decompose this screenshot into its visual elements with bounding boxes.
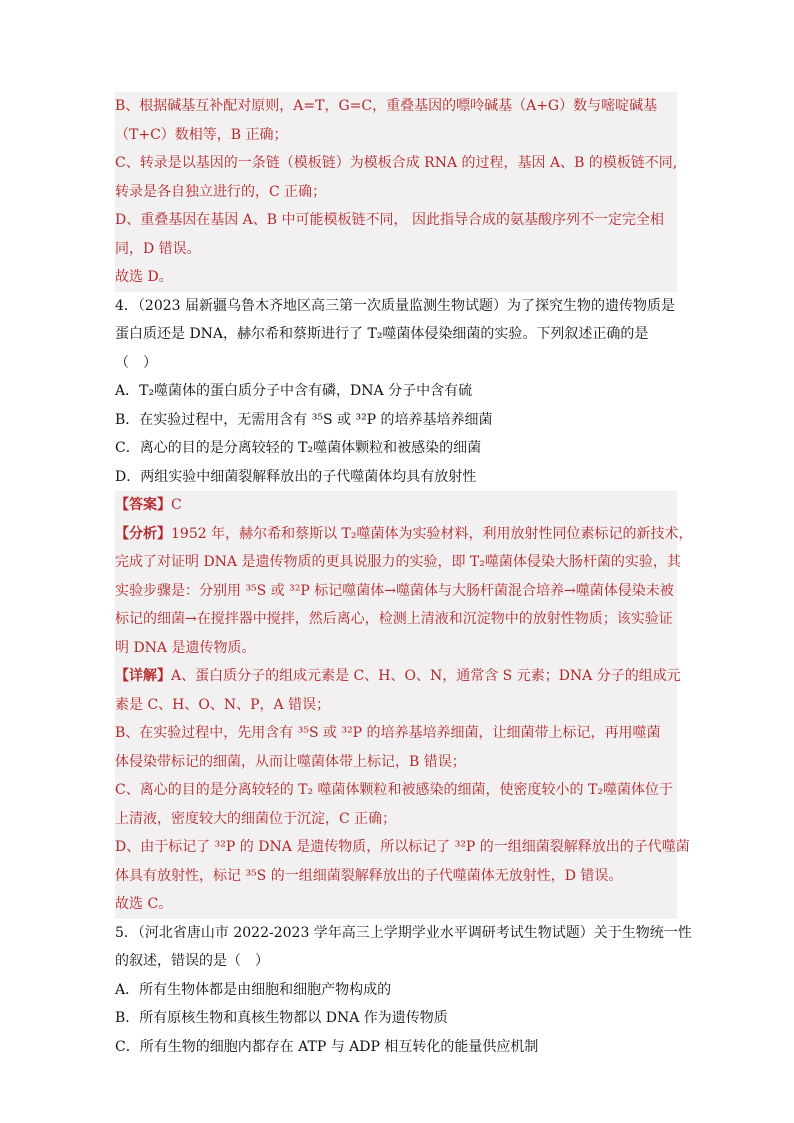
explanation-line: 转录是各自独立进行的，C 正确； [115,183,327,200]
analysis-tag: 【分析】 [115,525,171,542]
question-stem-line: 5．（河北省唐山市 2022-2023 学年高三上学期学业水平调研考试生物试题）关于生物统一性 [115,924,692,941]
detail-line: 上清液，密度较大的细菌位于沉淀，C 正确； [115,810,397,827]
option-a: A．所有生物体都是由细胞和细胞产物构成的 [115,981,392,998]
detail-line: 素是 C、H、O、N、P，A 错误； [115,696,331,713]
question-stem-line: 的叙述，错误的是（ ） [115,953,269,969]
detail-tag: 【详解】 [115,668,171,684]
answer-line [115,491,677,520]
detail-line: D、由于标记了 ³²P 的 DNA 是遗传物质，所以标记了 ³²P 的一组细菌裂解释放出的子代噬菌 [115,839,690,855]
question-5 [115,919,692,1062]
explanation-line: B、根据碱基互补配对原则，A=T，G=C，重叠基因的嘌呤碱基（A+G）数与嘧啶碱基 [115,98,658,114]
answer-value: C [171,497,182,513]
explanation-line: （T+C）数相等，B 正确； [115,126,288,143]
analysis-line: 实验步骤是：分别用 ³⁵S 或 ³²P 标记噬菌体→噬菌体与大肠杆菌混合培养→噬菌体侵染未被 [115,582,674,599]
question-stem-line: 4．（2023 届新疆乌鲁木齐地区高三第一次质量监测生物试题）为了探究生物的遗传物质是 [115,297,675,314]
analysis-line [115,520,693,549]
detail-text: A、蛋白质分子的组成元素是 C、H、O、N，通常含 S 元素；DNA 分子的组成元 [171,668,681,684]
question-4 [115,292,677,492]
answer-block-4 [115,491,693,919]
page-content [115,92,693,1061]
analysis-line: 标记的细菌→在搅拌器中搅拌，然后离心，检测上清液和沉淀物中的放射性物质；该实验证 [115,611,673,627]
answer-tag: 【答案】 [115,497,171,513]
option-c: C．离心的目的是分离较轻的 T₂噬菌体颗粒和被感染的细菌 [115,440,482,456]
detail-line: B、在实验过程中，先用含有 ³⁵S 或 ³²P 的培养基培养细菌，让细菌带上标记，再用噬菌 [115,725,661,741]
explanation-line: 同，D 错误。 [115,240,201,257]
detail-line [115,662,681,691]
detail-line: 体侵染带标记的细菌，从而让噬菌体带上标记，B 错误； [115,753,466,770]
option-d: D．两组实验中细菌裂解释放出的子代噬菌体均具有放射性 [115,468,477,485]
analysis-text: 1952 年，赫尔希和蔡斯以 T₂噬菌体为实验材料，利用放射性同位素标记的新技术， [171,525,693,542]
analysis-line: 明 DNA 是遗传物质。 [115,639,256,656]
explanation-line: D、重叠基因在基因 A、B 中可能模板链不同， 因此指导合成的氨基酸序列不一定完全相 [115,212,664,228]
explanation-line: C、转录是以基因的一条链（模板链）为模板合成 RNA 的过程，基因 A、B 的模板链不同, [115,155,678,171]
detail-line: 体具有放射性，标记 ³⁵S 的一组细菌裂解释放出的子代噬菌体无放射性，D 错误。 [115,867,623,884]
question-stem-line: （ ） [115,354,157,371]
detail-line: 故选 C。 [115,896,173,912]
option-b: B．在实验过程中，无需用含有 ³⁵S 或 ³²P 的培养基培养细菌 [115,411,493,428]
option-a: A．T₂噬菌体的蛋白质分子中含有磷，DNA 分子中含有硫 [115,383,473,399]
detail-line: C、离心的目的是分离较轻的 T₂ 噬菌体颗粒和被感染的细菌，使密度较小的 T₂噬菌体位于 [115,782,673,798]
explanation-line: 故选 D。 [115,269,173,285]
question-stem-line: 蛋白质还是 DNA，赫尔希和蔡斯进行了 T₂噬菌体侵染细菌的实验。下列叙述正确的是 [115,326,649,342]
option-b: B．所有原核生物和真核生物都以 DNA 作为遗传物质 [115,1010,448,1026]
option-c: C．所有生物的细胞内都存在 ATP 与 ADP 相互转化的能量供应机制 [115,1038,539,1055]
prev-explanation-block [115,92,677,292]
analysis-line: 完成了对证明 DNA 是遗传物质的更具说服力的实验，即 T₂噬菌体侵染大肠杆菌的实验，其 [115,554,681,570]
